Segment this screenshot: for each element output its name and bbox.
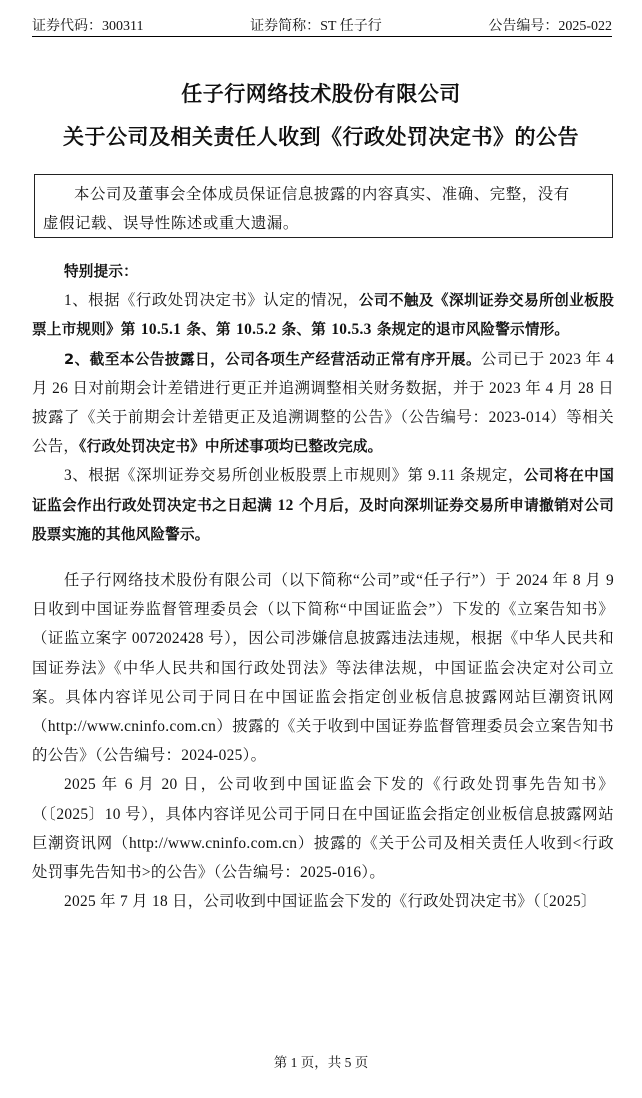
notice-line-1: 本公司及董事会全体成员保证信息披露的内容真实、准确、完整，没有 (74, 186, 570, 203)
company-title: 任子行网络技术股份有限公司 (181, 82, 461, 106)
stock-name: 证券简称：ST 任子行 (250, 19, 382, 34)
announcement-number: 公告编号：2025-022 (488, 19, 612, 34)
notice-line-2: 虚假记载、误导性陈述或重大遗漏。 (43, 215, 299, 232)
special-note-1: 1、根据《行政处罚决定书》认定的情况，公司不触及《深圳证券交易所创业板股票上市规则》第 10.5.1 条、第 10.5.2 条、第 10.5.3 条规定的退市风险警示情形。 (32, 292, 614, 339)
page-indicator: 第 1 页，共 5 页 (273, 1055, 369, 1070)
section-spacer (32, 549, 614, 566)
body-paragraph-2: 2025 年 6 月 20 日，公司收到中国证监会下发的《行政处罚事先告知书》（〔2025〕10 号），具体内容详见公司于同日在中国证监会指定创业板信息披露网站巨潮资讯网（http://www.cninfo.com.cn）披露的《关于公司及相关责任人收到<行政处罚事先告知书>的公告》（公告编号：2025-016）。 (32, 776, 614, 882)
document-header (32, 18, 612, 37)
special-note-2: 2、截至本公告披露日，公司各项生产经营活动正常有序开展。公司已于 2023 年 4 月 26 日对前期会计差错进行更正并追溯调整相关财务数据，并于 2023 年 4 月 28 日披露了《关于前期会计差错更正及追溯调整的公告》（公告编号：2023-014）等相关公告，《行政处罚决定书》中所述事项均已整改完成。 (32, 350, 614, 456)
body-paragraph-3: 2025 年 7 月 18 日，公司收到中国证监会下发的《行政处罚决定书》（〔2025〕 (64, 893, 597, 911)
document-body (32, 257, 614, 916)
special-notes-heading: 特别提示： (64, 263, 138, 280)
special-note-3: 3、根据《深圳证券交易所创业板股票上市规则》第 9.11 条规定，公司将在中国证监会作出行政处罚决定书之日起满 12 个月后，及时向深圳证券交易所申请撤销对公司股票实施的其他风险警示。 (32, 467, 615, 543)
board-guarantee-notice-box (34, 174, 613, 238)
announcement-title: 关于公司及相关责任人收到《行政处罚决定书》的公告 (63, 125, 579, 149)
body-paragraph-1: 任子行网络技术股份有限公司（以下简称“公司”或“任子行”）于 2024 年 8 月 9 日收到中国证券监督管理委员会（以下简称“中国证监会”）下发的《立案告知书》（证监立案字 007202428 号），因公司涉嫌信息披露违法违规，根据《中华人民共和国证券法》《中华人民共和国行政处罚法》等法律法规，中国证监会决定对公司立案。具体内容详见公司于同日在中国证监会指定创业板信息披露网站巨潮资讯网（http://www.cninfo.com.cn）披露的《关于收到中国证券监督管理委员会立案告知书的公告》（公告编号：2024-025）。 (32, 572, 614, 765)
stock-code: 证券代码：300311 (32, 19, 144, 34)
